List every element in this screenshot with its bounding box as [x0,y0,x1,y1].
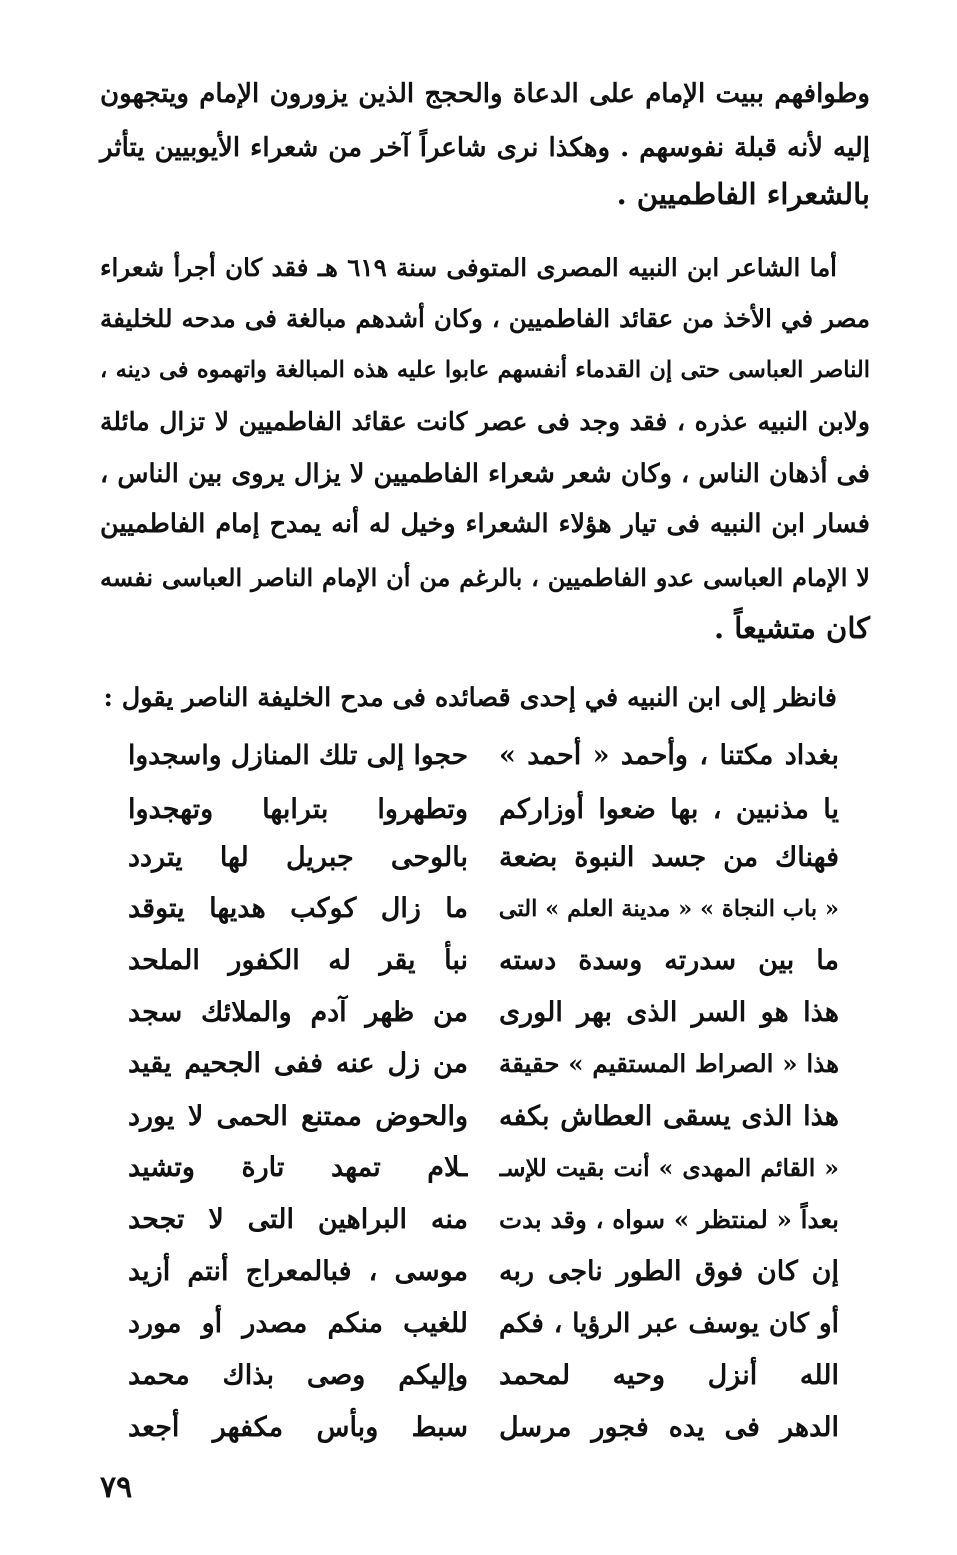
verse [128,990,839,1036]
verse-second-hemistich: وتطهروا بترابها وتهجدوا [128,794,468,825]
text-line: مصر في الأخذ من عقائد الفاطميين ، وكان أشدهم مبالغة فى مدحه للخليفة [100,304,870,333]
verse [128,1094,839,1140]
verse-second-hemistich: موسى ، فبالمعراج أنتم أزيد [128,1256,468,1287]
poem-intro: فانظر إلى ابن النبيه في إحدى قصائده فى مدح الخليفة الناصر يقول : [103,683,837,713]
verse [128,1301,839,1347]
verse-first-hemistich: بغداد مكتنا ، وأحمد « أحمد » [499,740,839,771]
verse-second-hemistich: للغيب منكم مصدر أو مورد [128,1308,468,1339]
verse-first-hemistich: هذا « الصراط المستقيم » حقيقة [499,1049,839,1078]
verse-second-hemistich: سبط وبأس مكفهر أجعد [128,1412,468,1443]
verse-first-hemistich: « باب النجاة » « مدينة العلم » التى [499,896,839,922]
verse-first-hemistich: فهناك من جسد النبوة بضعة [499,842,839,873]
verse-second-hemistich: وإليكم وصى بذاك محمد [128,1360,468,1391]
verse [128,1249,839,1295]
text-line: الناصر العباسى حتى إن القدماء أنفسهم عابوا عليه هذه المبالغة واتهموه فى دينه ، [100,357,870,383]
verse [128,1197,839,1243]
verse-first-hemistich: يا مذنبين ، بها ضعوا أوزاركم [499,794,839,825]
text-line: إليه لأنه قبلة نفوسهم . وهكذا نرى شاعراً آخر من شعراء الأيوبيين يتأثر [100,133,870,163]
verse-first-hemistich: هذا الذى يسقى العطاش بكفه [499,1101,839,1132]
verse-second-hemistich: والحوض ممتنع الحمى لا يورد [128,1101,468,1132]
text-line: أما الشاعر ابن النبيه المصرى المتوفى سنة ٦١٩ هـ فقد كان أجرأ شعراء [100,253,837,282]
verse [128,1145,839,1191]
verse-second-hemistich: من زل عنه ففى الجحيم يقيد [128,1048,468,1079]
verse-first-hemistich: « القائم المهدى » أنت بقيت للإسـ [499,1154,839,1182]
verse [128,1041,839,1087]
text-line: بالشعراء الفاطميين . [616,177,870,211]
page-number: ٧٩ [100,1470,133,1505]
verse [128,787,839,833]
verse [128,886,839,932]
text-line: كان متشيعاً . [714,611,870,645]
verse-second-hemistich: نبأ يقر له الكفور الملحد [128,945,468,976]
verse [128,733,839,779]
verse-first-hemistich: الله أنزل وحيه لمحمد [499,1360,839,1391]
verse [128,1353,839,1399]
text-line: لا الإمام العباسى عدو الفاطميين ، بالرغم من أن الإمام الناصر العباسى نفسه [100,563,870,592]
text-line: فى أذهان الناس ، وكان شعر شعراء الفاطميين لا يزال يروى بين الناس ، [100,459,870,489]
verse-first-hemistich: الدهر فى يده فجور مرسل [499,1412,839,1443]
verse-first-hemistich: ما بين سدرته وسدة دسته [499,945,839,976]
verse-second-hemistich: من ظهر آدم والملائك سجد [128,997,468,1028]
verse [128,835,839,881]
verse-second-hemistich: حجوا إلى تلك المنازل واسجدوا [128,740,468,771]
verse-first-hemistich: هذا هو السر الذى بهر الورى [499,997,839,1028]
verse-first-hemistich: إن كان فوق الطور ناجى ربه [499,1256,839,1287]
verse-first-hemistich: أو كان يوسف عبر الرؤيا ، فكم [499,1308,839,1339]
verse-second-hemistich: بالوحى جبريل لها يتردد [128,842,468,873]
verse-second-hemistich: منه البراهين التى لا تجحد [128,1204,468,1235]
verse-second-hemistich: ما زال كوكب هديها يتوقد [128,893,468,924]
text-line: وطوافهم ببيت الإمام على الدعاة والحجج الذين يزورون الإمام ويتجهون [100,79,870,109]
verse [128,1405,839,1451]
verse [128,938,839,984]
text-line: ولابن النبيه عذره ، فقد وجد فى عصر كانت عقائد الفاطميين لا تزال مائلة [100,407,870,436]
text-line: فسار ابن النبيه فى تيار هؤلاء الشعراء وخيل له أنه يمدح إمام الفاطميين [100,509,870,539]
verse-second-hemistich: ـلام تمهد تارة وتشيد [128,1152,468,1183]
verse-first-hemistich: بعداً « لمنتظر » سواه ، وقد بدت [499,1205,839,1234]
